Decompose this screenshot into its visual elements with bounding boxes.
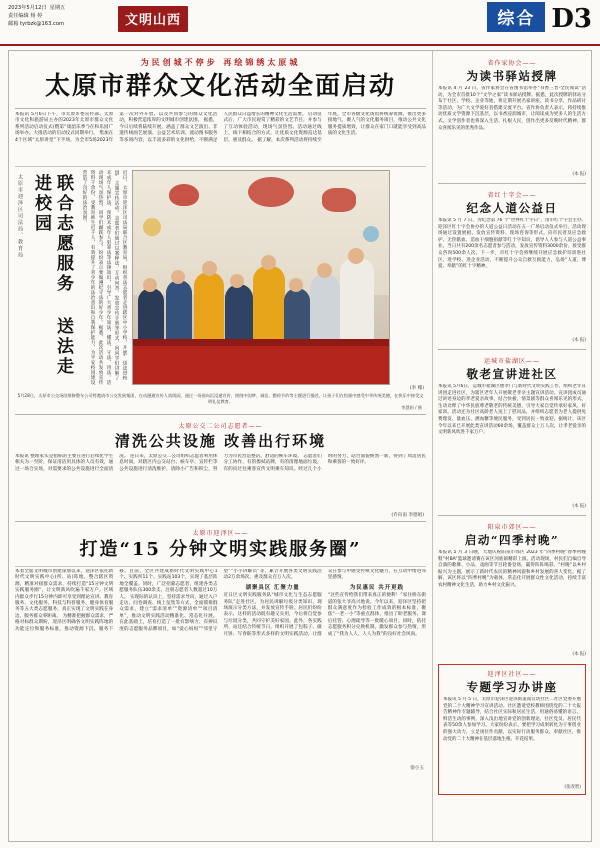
feature-title: 联合志愿服务 送法走进校园 xyxy=(31,174,73,377)
email: 邮箱 tyrbzk@163.com xyxy=(8,21,65,27)
side-sign-3: (本 报) xyxy=(572,652,586,657)
side-item-3 xyxy=(438,519,586,660)
side-headline-0: 为读书驿站授牌 xyxy=(466,69,558,83)
side-headline-1: 纪念人道公益日 xyxy=(466,201,558,215)
sub1-headline: 清洗公共设施 改善出行环境 xyxy=(114,432,327,450)
lead-p4: 启动仪式后，广大市民观赏了精彩的文艺节目，并参与了互动体验活动，现场气氛热烈。活动通过线上、线下相结合的方式，让优质文化资源直达基层、惠及群众。 xyxy=(223,112,322,143)
lead-p3: 据悉，今日后续将陆续开展，涵盖了群众文艺演出、非遗传统曲艺展演、公益艺术培训、流动图书服务等多项内容，以丰富多彩的文化供给，不断满足人民群众日益增长的精神文化生活需要。 xyxy=(119,112,307,143)
boxed-kicker: 迎泽区社区—— xyxy=(487,671,537,678)
sub2-p5: “这些宣传给我们带来真正的便利！”家住桥东街道的张大爷高兴地说。今年以来，迎泽区坚持把群众满意度作为检验工作成效的根本标准，聚焦“一老一小”等重点群体，推出了助老服务、课后托管、心理疏导等一批暖心项目。同时，依托志愿服务积分兑换机制，激发群众参与热情，形成了“我为人人、人人为我”的良好社会风尚。 xyxy=(327,593,426,637)
side-kicker-2: 运城市盐湖区—— xyxy=(483,358,540,365)
sub2-body xyxy=(15,569,426,765)
campaign-banner: 为民创城不停步 再绘锦绣太原城 xyxy=(140,57,301,67)
lead-dateline: 本报讯 5月6日下午，市太原市委宣传部、太原市文化和旅游局主办的2023年太原市群众文化系列活动启动仪式(暨第“康韶乐季”)在和乐园广场举办。大排活动的启动仪式同期举行。 xyxy=(15,112,114,137)
side-headline-3: 启动“四季村晚” xyxy=(464,533,560,547)
weekday: 星期五 xyxy=(49,5,66,11)
side-item-2 xyxy=(438,353,586,512)
sub1-p3: 志愿者们分工协作，有的擦拭站牌，有的清理地面垃圾，有的向过往乘客宣传文明乘车知识。经过几个小时的努力，站台面貌焕然一新，得到了周边居民和乘客的一致好评。 xyxy=(223,454,426,472)
boxed-body: 本报讯 5 月 5 日，太原市迎泽区迎泽街道南官坊社区二社区党委开展党的二十大精神学习宣讲活动。社区邀请党校教师围绕党的二十大报告精神作专题辅导，结合社区实际和居民生活，用通俗易懂的语言、鲜活生动的事例，深入浅出地宣讲党的创新理论。社区党员、居民代表等50余人参加学习。大家纷纷表示，要把学习成果转化为干事创业的强大动力，立足岗位作贡献，以实际行动服务群众、奉献社区，推动党的二十大精神在基层落地生根、开花结果。 xyxy=(443,697,581,742)
page-title: 太原市群众文化活动全面启动 xyxy=(44,71,396,100)
sub2-p2: 为精准把握群众需求，严格对标群众期盼，迎泽区明确各文明实践阵地的功能定位和服务标准，推动资源下沉、服务下移。目前，全区共建成新时代文明实践中心1个、实践所11个、实践站103个，实现了基层阵地全覆盖。同时，广泛招募志愿者，组建各类志愿服务队伍300余支，注册志愿者人数超过10万人。 xyxy=(15,569,218,632)
lead-p2: 集加在4个区域“太原讲堂”下半场，为全市5场2023年第一次对外开放、以及共同参与的群众文化活动，积极营造浓厚的文明城市创建氛围。 xyxy=(15,112,218,143)
side-body-2: 本报讯 5月6日，运城市盐湖区德孝门与新时代文明实践工作，组织老年宣讲团走进社区，为辖区老年人开展敬老孝亲主题宣讲活动。宣讲团成员通过讲述身边的孝老爱亲故事，结合快板、情景剧等群众喜闻乐见的形式，生动诠释了中华民族尊老敬老的传统美德，引导大家自觉传承好家风、好家训。活动还为社区高龄老人送上了慰问品，并组织志愿者为老人提供免费理发、量血压、测血糖等便民服务，受到居民一致欢迎。据统计，该区今年以来已开展此类宣讲活动60余场，覆盖群众上万人次，让孝老爱亲的文明新风吹进千家万户。 xyxy=(438,384,586,436)
boxed-headline: 专题学习办讲座 xyxy=(466,680,558,694)
editor: 责任编辑 杨 婷 xyxy=(8,13,43,19)
sub2-p1: 本着全面文明城市创建谋划以来，迎泽区依托新时代文明实践中心(所、站)阵地，整合辖区资源，精准对接群众需求，持续打造“15分钟文明实践服务圈”，让文明新风吹遍千家万户。区域内群众步行15分钟内即可享受到理论宣讲、教育服务、文化服务、科技与科普服务、健身体育服务等五大类志愿服务，真正实现了文明实践在身边、服务群众零距离。 xyxy=(15,569,114,619)
feature-block xyxy=(15,170,426,385)
side-headline-2: 敬老宣讲进社区 xyxy=(466,367,558,381)
side-item-0 xyxy=(438,55,586,180)
section-badge: 综合 xyxy=(487,2,545,32)
masthead-right xyxy=(487,2,592,32)
side-sign-0: (本 报) xyxy=(572,172,586,177)
feature-photo xyxy=(132,170,390,385)
sub1-p2: 连日来，太原公交二公司组织志愿者利用休息时间，对辖区内公交站台、候车亭、宣传栏等公共设施进行清洗维护，清除小广告和积尘，努力为市民营造整洁、舒适的候车环境。 xyxy=(119,454,302,472)
side-body-3: 本报讯 5 月 3 日晚，大地庆祝阳泉市郊区 2023 年“四季村晚”春季村晚暨“村BA”篮球邀请赛在该区河底镇精彩上演。活动现场，村民们自编自导自演的歌舞、小品、戏曲等节目轮番登场，赢得阵阵喝彩。“村晚”以乡村振兴为主题，展示了新时代农民的精神风貌和乡村发展的喜人变化。据了解，该区将以“四季村晚”为载体，常态化开展群众性文化活动，持续丰富农村精神文化生活，助力乡村文化振兴。 xyxy=(438,550,586,588)
feature-subtitle: 太原市迎泽区司法局、教育局 xyxy=(17,174,23,259)
side-body-1: 本报讯 5 月 7 日，为纪念第 76 个“世界红十字日”，由市红十字会主办、迎泽区红十字会协办的人道公益日活动在五一广场启动仪式举行。活动现场通过设置展板、发放宣传资料、现场咨询等形式，向市民普及应急救护、无偿献血、造血干细胞捐献等红十字知识，倡导人人参与人道公益事业。当日共有200余名志愿者参与活动，发放宣传资料3000余份，接受群众咨询500余人次。下一步，市红十字会将继续开展应急救护培训进社区、进学校、进企业活动，不断提升公众自救互救能力，弘扬“人道、博爱、奉献”的红十字精神。 xyxy=(438,218,586,270)
paper-logo: 文明山西 xyxy=(118,6,188,32)
side-item-1 xyxy=(438,187,586,346)
side-kicker-1: 省红十字会—— xyxy=(487,192,537,199)
feature-body: 近日，太原市迎泽区司法局联合区教育局，组织普法志愿者走进辖区中小学校，开展“送法进校园”主题宣传活动。志愿者们通过以案释法、互动问答、发放宣传手册等形式，向同学们讲解了未成年人保护法、预防未成年人犯罪法等法律知识，引导广大青少年知法、懂法、守法、用法。活动现场气氛热烈，同学们踊跃参与，纷纷表示要做遵纪守法的好少年。据悉，此次活动共发放宣传资料千余份，受教育师生近千人，有效提升了青少年的法治意识和自我保护能力，为平安校园建设营造了良好的法治氛围。 xyxy=(82,170,127,385)
sub2-p3: 实现际的认识上，坚持需求导向，通过入户走访、问卷调查、线上征集等方式，全面摸排群众需求，建立“需求清单”“资源清单”“项目清单”，推动文明实践活动精准化、常态化开展。在此基础上，培育打造了一批有影响力、有辨识度的志愿服务品牌项目，如“爱心妈妈”“邻里守望”“小小讲解员”等，累计开展各类文明实践活动2万余场次，惠及群众百万人次。 xyxy=(119,569,322,632)
sub2-subhead-1: 湖聚具区 汇聚力量 xyxy=(245,584,300,591)
main-column xyxy=(9,51,433,841)
sub2-p4: 近日区文明实践服务队“城市文化与生态志愿服务队”走进社区，为居民讲解垃圾分类知识，现场演示分类方法，并发放宣传手册。居民们纷纷表示，这样的活动既有趣又实用，今后将自觉参与垃圾分类，共同守护美好家园。此外，各实践所、站还结合传统节日，组织开展了包粽子、做月饼、写春联等形式多样的文明实践活动，让群众在参与中感受传统文化魅力，在互动中增进邻里感情。 xyxy=(223,569,426,637)
boxed-sign: (张改智) xyxy=(564,785,581,790)
sub1-sign: (乔向南 李德娟) xyxy=(391,513,424,518)
sub2-subhead-2: 为民惠民 共开更践 xyxy=(349,584,404,591)
masthead-info xyxy=(8,4,65,28)
side-kicker-0: 省作家协会—— xyxy=(487,60,537,67)
side-column xyxy=(433,51,591,841)
sub2-sign: 梁小玉 xyxy=(410,766,424,771)
side-boxed-item xyxy=(438,664,586,795)
photo-credit: 李慧娟 / 摄 xyxy=(401,405,422,410)
content-frame xyxy=(8,50,592,842)
side-sign-2: (本 报) xyxy=(572,504,586,509)
feature-sign: (李 娜) xyxy=(409,386,424,391)
side-kicker-3: 阳泉市郊区—— xyxy=(487,524,537,531)
lead-p5: 据了解，本次系列活动将持续至年底，全市各级文化场馆将统筹资源，推出更多接地气、聚人气的文化服务项目，推动公共文化服务提质增效，让群众在家门口就能享受到高品质的文化生活。 xyxy=(257,112,426,143)
sub1-kicker: 太原公交二公司志愿者—— xyxy=(178,423,263,430)
sub1-body xyxy=(15,454,426,512)
side-sign-1: (本 报) xyxy=(572,338,586,343)
masthead xyxy=(0,0,600,46)
sub2-kicker: 太原市迎泽区—— xyxy=(192,530,249,537)
sub1-dateline: 本报讯 整理家头是指标的主要在进行后续化学生相关为一至阶，保证清洁用具体的人员有效，通过一场合实场，对需要求的公共设施进行全面清洗。 xyxy=(15,454,129,472)
publish-date: 2023年5月12日 xyxy=(8,5,47,11)
page-number: D3 xyxy=(551,4,592,34)
side-body-0: 本报讯 4 月 23 日，省作家协会在省图书馆举办“书香三晋·全民阅读”活动，为全市首批10个“文学之家”读书驿站授牌。据悉，此次授牌的驿站分布于社区、学校、企业等地，将定期开展名家讲座、读书分享、作品研讨等活动，为广大文学爱好者搭建交流平台。省作协负责人表示，将持续推动优质文学资源下沉基层，以书香浸润城市，让阅读成为更多人的生活方式。文学创作者也将深入生活、扎根人民，创作出更多反映时代精神、群众喜闻乐见的优秀作品。 xyxy=(438,86,586,131)
photo-caption: 5月28日，太原市公交场段维修整车公司特邀请市公交发展集团，在动漫通宣传人流线园，通过一场面向沉浸通宣传，围绕中国梦、诚信、勤俭节约等主题进行描述，让孩子们在绘画中感受中华传统美德，在快乐中接受文明礼仪教育。 xyxy=(17,393,424,404)
lead-article xyxy=(15,112,426,164)
sub2-headline: 打造“15 分钟文明实践服务圈” xyxy=(79,539,362,560)
